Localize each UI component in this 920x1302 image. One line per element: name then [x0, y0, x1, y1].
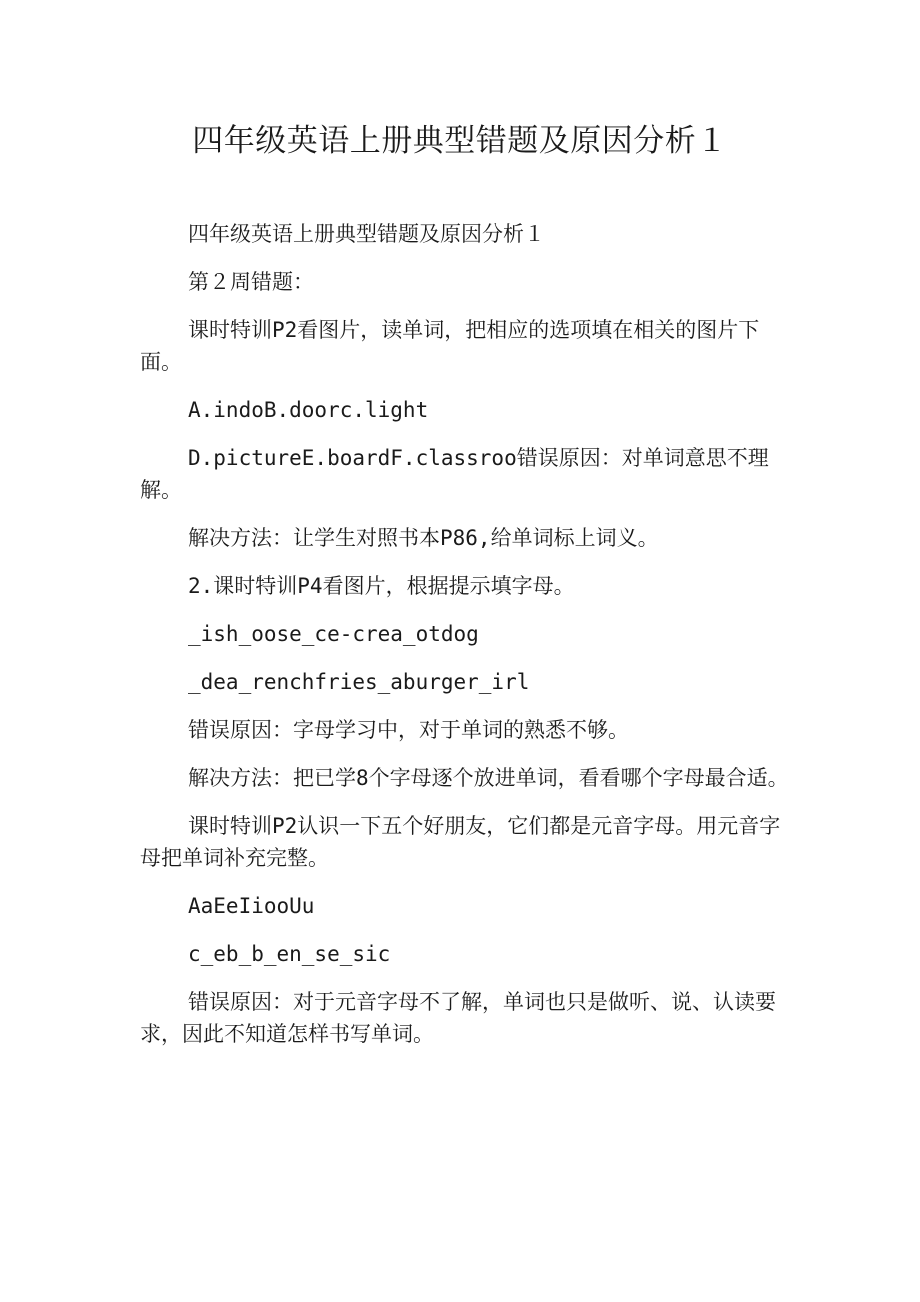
paragraph-vowels: AaEeIiooUu: [188, 894, 315, 918]
paragraph-blanks-3: c_eb_b_en_se_sic: [188, 942, 391, 966]
paragraph-error-2: 错误原因：字母学习中，对于单词的熟悉不够。: [188, 718, 629, 742]
paragraph-subtitle: 四年级英语上册典型错题及原因分析１: [188, 222, 545, 246]
paragraph-solution-2: 解决方法：把已学8个字母逐个放进单词，看看哪个字母最合适。: [188, 766, 789, 790]
paragraph-options-d-f: D.pictureE.boardF.classroo错误原因：对单词意思不理解。: [140, 446, 769, 502]
document-title: 四年级英语上册典型错题及原因分析１: [192, 123, 728, 159]
paragraph-error-3: 错误原因：对于元音字母不了解，单词也只是做听、说、认读要求，因此不知道怎样书写单词。: [140, 990, 776, 1046]
paragraph-blanks-1: _ish_oose_ce-crea_otdog: [188, 622, 479, 646]
document-body: [140, 218, 790, 1066]
paragraph-exercise-3: 课时特训P2认识一下五个好朋友，它们都是元音字母。用元音字母把单词补充完整。: [140, 814, 781, 870]
paragraph-blanks-2: _dea_renchfries_aburger_irl: [188, 670, 530, 694]
paragraph-week-heading: 第２周错题：: [188, 270, 314, 294]
paragraph-options-a-c: A.indoB.doorc.light: [188, 398, 429, 422]
paragraph-solution-1: 解决方法：让学生对照书本P86,给单词标上词义。: [188, 526, 659, 550]
paragraph-exercise-2: 2.课时特训P4看图片，根据提示填字母。: [188, 574, 575, 598]
paragraph-exercise-1: 课时特训P2看图片，读单词，把相应的选项填在相关的图片下面。: [140, 318, 760, 374]
